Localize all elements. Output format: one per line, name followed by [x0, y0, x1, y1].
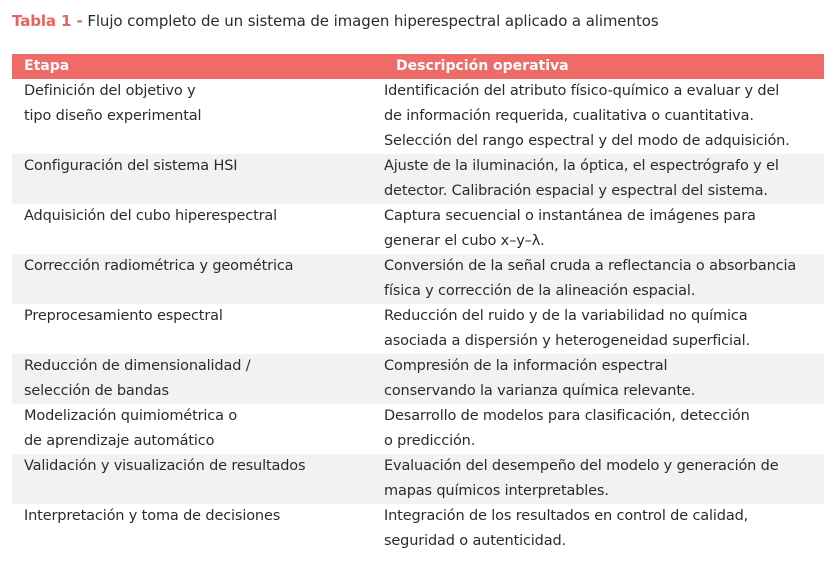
- cell-descripcion: [384, 204, 824, 254]
- descripcion-line: Reducción del ruido y de la variabilidad no química: [384, 308, 748, 324]
- etapa-line: tipo diseño experimental: [24, 108, 202, 124]
- cell-etapa: [12, 454, 384, 504]
- descripcion-line: Conversión de la señal cruda a reflectancia o absorbancia: [384, 258, 797, 274]
- table-row: [12, 204, 824, 254]
- descripcion-line: Evaluación del desempeño del modelo y generación de: [384, 458, 779, 474]
- descripcion-line: Ajuste de la iluminación, la óptica, el espectrógrafo y el: [384, 158, 779, 174]
- etapa-line: Corrección radiométrica y geométrica: [24, 258, 294, 274]
- etapa-line: Definición del objetivo y: [24, 83, 196, 99]
- descripcion-line: Integración de los resultados en control de calidad,: [384, 508, 749, 524]
- cell-etapa: [12, 204, 384, 254]
- descripcion-line: detector. Calibración espacial y espectral del sistema.: [384, 183, 768, 199]
- cell-descripcion: [384, 504, 824, 554]
- header-descripcion: Descripción operativa: [396, 58, 569, 74]
- etapa-line: Modelización quimiométrica o: [24, 408, 238, 424]
- descripcion-line: generar el cubo x–y–λ.: [384, 233, 545, 249]
- table-row: [12, 304, 824, 354]
- etapa-line: Configuración del sistema HSI: [24, 158, 238, 174]
- descripcion-line: seguridad o autenticidad.: [384, 533, 566, 549]
- etapa-line: Validación y visualización de resultados: [24, 458, 306, 474]
- cell-etapa: [12, 304, 384, 354]
- cell-descripcion: [384, 354, 824, 404]
- cell-descripcion: [384, 304, 824, 354]
- table-row: [12, 354, 824, 404]
- descripcion-line: o predicción.: [384, 433, 476, 449]
- cell-etapa: [12, 504, 384, 554]
- workflow-table: [12, 54, 824, 554]
- descripcion-line: conservando la varianza química relevante.: [384, 383, 696, 399]
- descripcion-line: Captura secuencial o instantánea de imágenes para: [384, 208, 756, 224]
- table-caption: [12, 11, 659, 31]
- table-row: [12, 254, 824, 304]
- cell-descripcion: [384, 154, 824, 204]
- table-row: [12, 404, 824, 454]
- descripcion-line: Identificación del atributo físico-químico a evaluar y del: [384, 83, 780, 99]
- descripcion-line: mapas químicos interpretables.: [384, 483, 609, 499]
- table-body: [12, 79, 824, 554]
- etapa-line: Adquisición del cubo hiperespectral: [24, 208, 278, 224]
- cell-etapa: [12, 154, 384, 204]
- cell-descripcion: [384, 454, 824, 504]
- table-title: Flujo completo de un sistema de imagen hiperespectral aplicado a alimentos: [87, 12, 659, 30]
- etapa-line: Interpretación y toma de decisiones: [24, 508, 281, 524]
- table-row: [12, 79, 824, 154]
- cell-descripcion: [384, 79, 824, 154]
- descripcion-line: Compresión de la información espectral: [384, 358, 668, 374]
- cell-etapa: [12, 79, 384, 154]
- cell-etapa: [12, 254, 384, 304]
- descripcion-line: asociada a dispersión y heterogeneidad superficial.: [384, 333, 750, 349]
- table-header: [12, 54, 824, 79]
- cell-etapa: [12, 354, 384, 404]
- table-row: [12, 504, 824, 554]
- cell-descripcion: [384, 254, 824, 304]
- table-number: Tabla 1 -: [12, 12, 83, 30]
- table-row: [12, 454, 824, 504]
- table-row: [12, 154, 824, 204]
- header-etapa: Etapa: [24, 58, 70, 74]
- descripcion-line: Selección del rango espectral y del modo de adquisición.: [384, 133, 790, 149]
- etapa-line: Reducción de dimensionalidad /: [24, 358, 251, 374]
- etapa-line: selección de bandas: [24, 383, 169, 399]
- descripcion-line: de información requerida, cualitativa o cuantitativa.: [384, 108, 754, 124]
- descripcion-line: Desarrollo de modelos para clasificación, detección: [384, 408, 750, 424]
- cell-etapa: [12, 404, 384, 454]
- etapa-line: Preprocesamiento espectral: [24, 308, 223, 324]
- cell-descripcion: [384, 404, 824, 454]
- descripcion-line: física y corrección de la alineación espacial.: [384, 283, 696, 299]
- etapa-line: de aprendizaje automático: [24, 433, 215, 449]
